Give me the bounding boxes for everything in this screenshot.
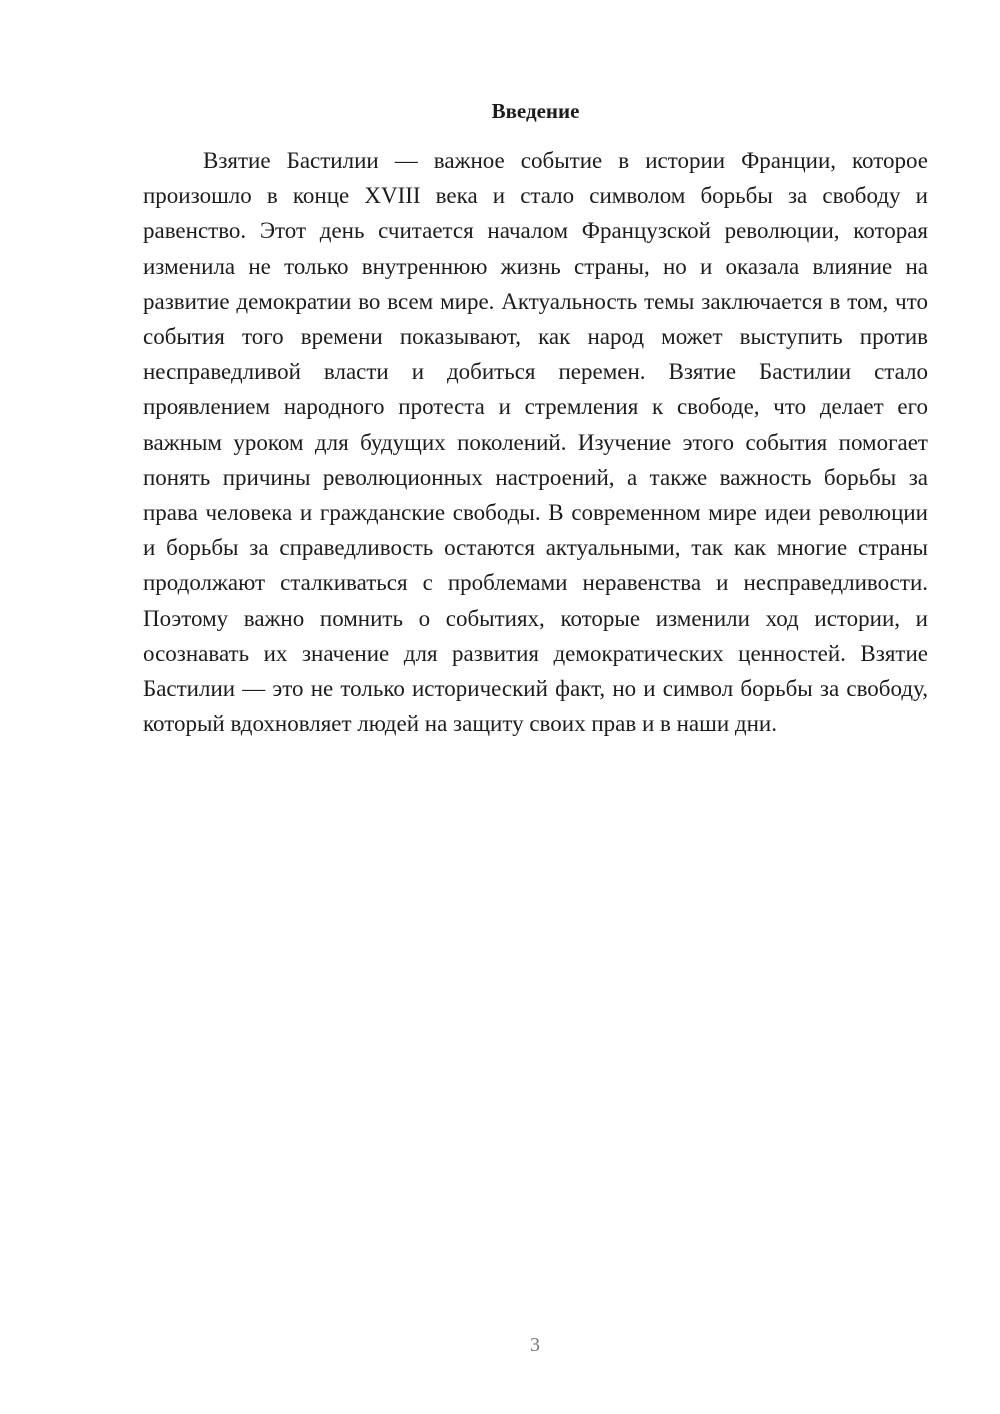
section-heading: Введение: [491, 99, 580, 123]
page-number: 3: [530, 1334, 540, 1356]
body-paragraph: Взятие Бастилии — важное событие в истории Франции, которое произошло в конце XVIII века и стало символом борьбы за свободу и равенство. Этот день считается началом Французской революции, которая изменила не только внутреннюю жизнь страны, но и оказала влияние на развитие демократии во всем мире. Актуальность темы заключается в том, что события того времени показывают, как народ может выступить против несправедливой власти и добиться перемен. Взятие Бастилии стало проявлением народного протеста и стремления к свободе, что делает его важным уроком для будущих поколений. Изучение этого события помогает понять причины революционных настроений, а также важность борьбы за права человека и гражданские свободы. В современном мире идеи революции и борьбы за справедливость остаются актуальными, так как многие страны продолжают сталкиваться с проблемами неравенства и несправедливости. Поэтому важно помнить о событиях, которые изменили ход истории, и осознавать их значение для развития демократических ценностей. Взятие Бастилии — это не только исторический факт, но и символ борьбы за свободу, который вдохновляет людей на защиту своих прав и в наши дни.: [143, 148, 928, 737]
